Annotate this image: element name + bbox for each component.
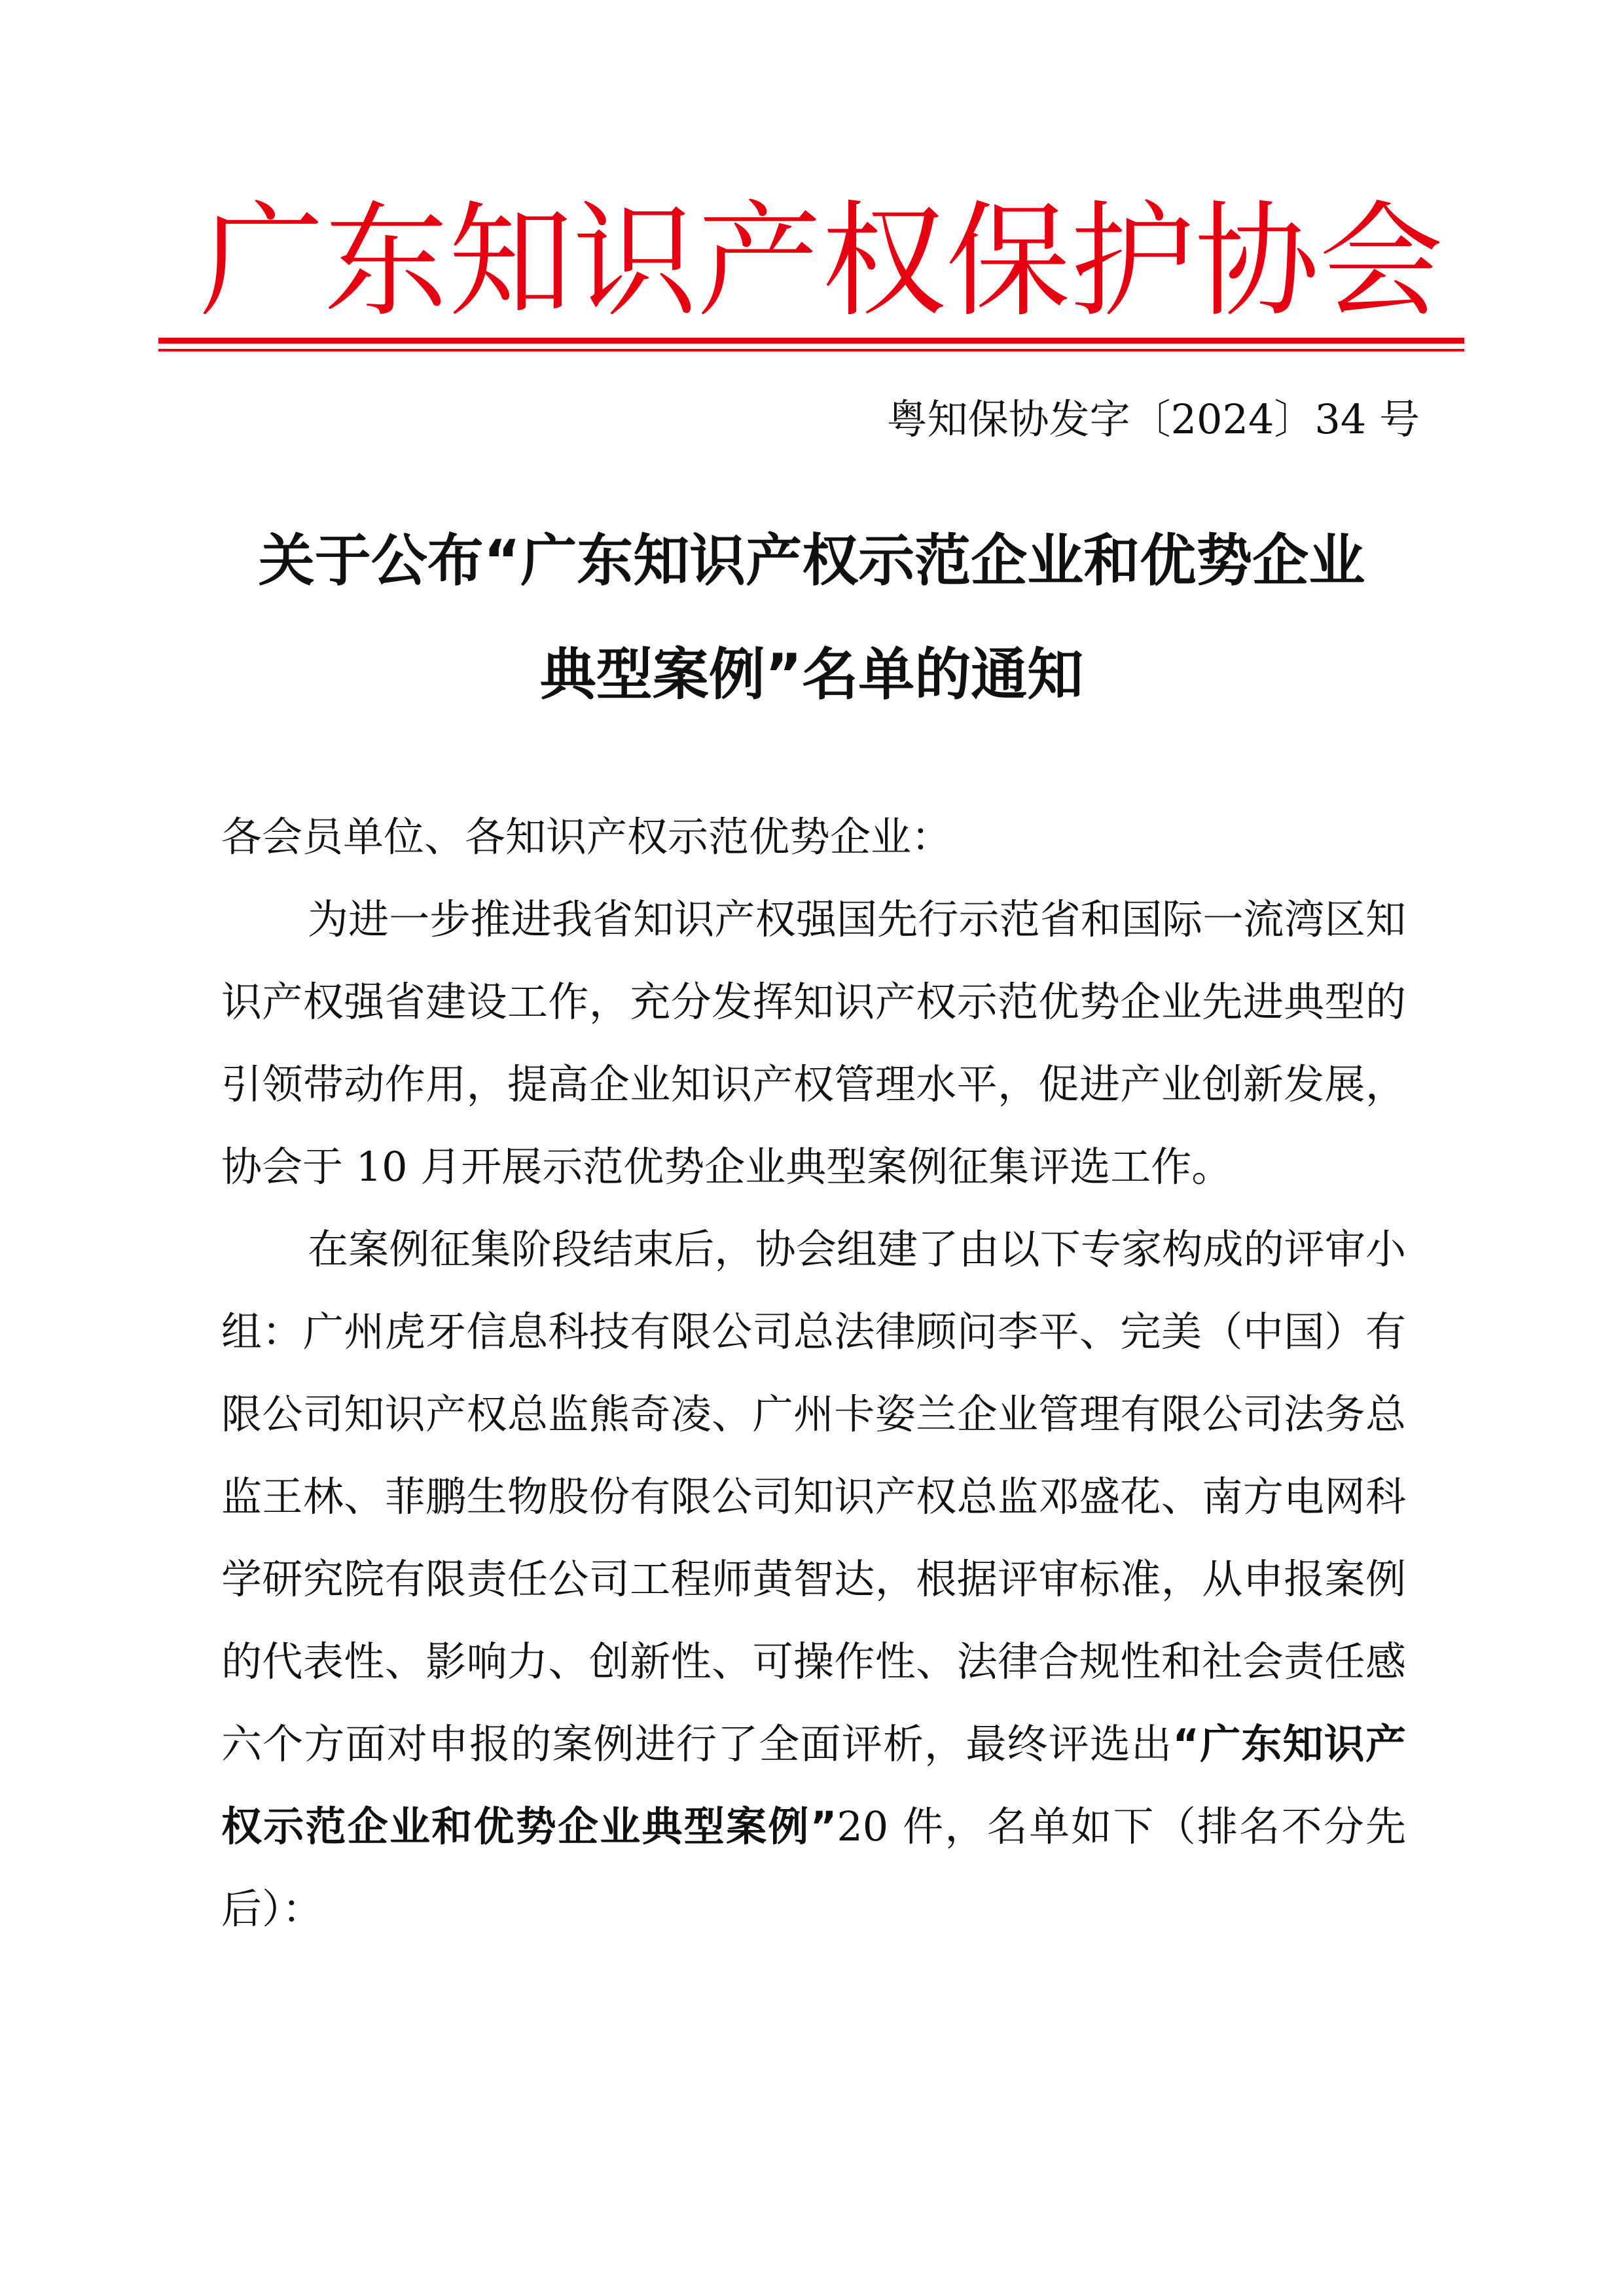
- paragraph-2-highlight: “广东知识产权示范企业和优势企业典型案例”: [221, 1720, 1406, 1850]
- letterhead-char: 协: [1195, 189, 1320, 334]
- letterhead-divider-thin: [158, 349, 1464, 351]
- salutation: 各会员单位、各知识产权示范优势企业：: [221, 813, 952, 861]
- letterhead-char: 保: [946, 189, 1071, 334]
- letterhead-divider-thick: [158, 338, 1464, 344]
- letterhead-organization-name: [200, 189, 1444, 334]
- document-title: [196, 504, 1427, 732]
- letterhead-char: 广: [200, 189, 325, 334]
- letterhead-char: 产: [697, 189, 822, 334]
- paragraph-2: [221, 1208, 1406, 1950]
- document-number: 粤知保协发字〔2024〕34 号: [886, 395, 1420, 443]
- title-line-2: 典型案例”名单的通知: [539, 642, 1084, 708]
- letterhead-char: 东: [324, 189, 449, 334]
- letterhead-char: 知: [448, 189, 573, 334]
- paragraph-2-tail: 20 件，名单如下（排名不分先后）：: [221, 1803, 1406, 1933]
- document-body: [221, 796, 1406, 1950]
- paragraph-2-text: 在案例征集阶段结束后，协会组建了由以下专家构成的评审小组：广州虎牙信息科技有限公司总法律顾问李平、完美（中国）有限公司知识产权总监熊奇凌、广州卡姿兰企业管理有限公司法务总监王林、菲鹏生物股份有限公司知识产权总监邓盛花、南方电网科学研究院有限责任公司工程师黄智达，根据评审标准，从申报案例的代表性、影响力、创新性、可操作性、法律合规性和社会责任感六个方面对申报的案例进行了全面评析，最终评选出: [221, 1225, 1406, 1768]
- paragraph-1: 为进一步推进我省知识产权强国先行示范省和国际一流湾区知识产权强省建设工作，充分发挥知识产权示范优势企业先进典型的引领带动作用，提高企业知识产权管理水平，促进产业创新发展，协会于 10 月开展示范优势企业典型案例征集评选工作。: [221, 895, 1406, 1191]
- letterhead-char: 识: [573, 189, 698, 334]
- title-line-1: 关于公布“广东知识产权示范企业和优势企业: [258, 528, 1365, 594]
- letterhead-char: 会: [1319, 189, 1444, 334]
- letterhead-char: 权: [821, 189, 947, 334]
- letterhead-char: 护: [1070, 189, 1195, 334]
